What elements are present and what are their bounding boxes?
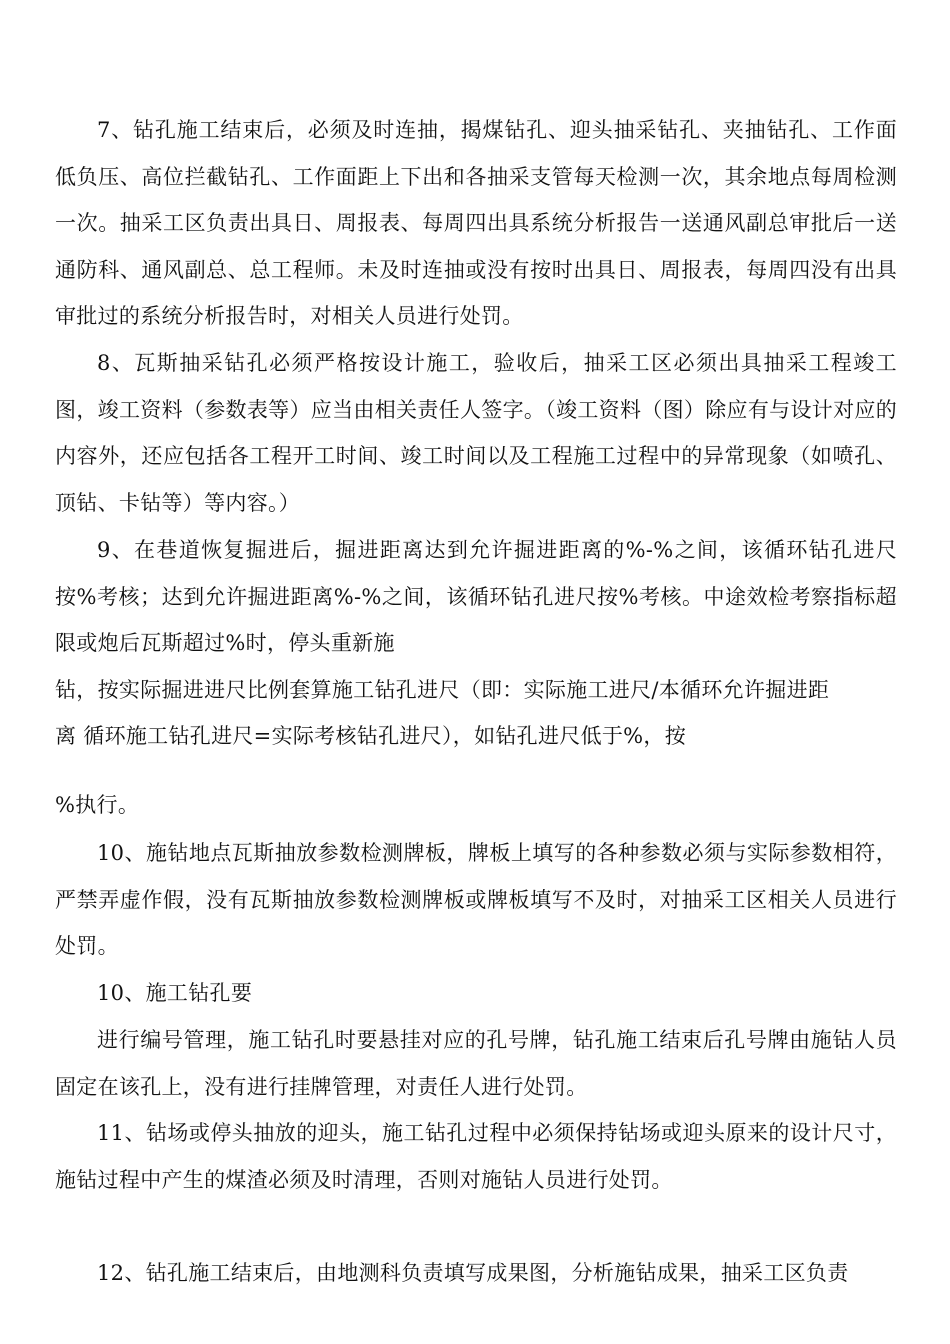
- paragraph-7: 7、钻孔施工结束后，必须及时连抽，揭煤钻孔、迎头抽采钻孔、夹抽钻孔、工作面低负压、高位拦截钻孔、工作面距上下出和各抽采支管每天检测一次，其余地点每周检测一次。抽采工区负责出具日、周报表、每周四出具系统分析报告一送通风副总审批后一送通防科、通风副总、总工程师。未及时连抽或没有按时出具日、周报表，每周四没有出具审批过的系统分析报告时，对相关人员进行处罚。: [55, 118, 897, 328]
- paragraph-10b-heading: 10、施工钻孔要: [97, 981, 253, 1005]
- paragraph-9-line-2: 钻，按实际掘进进尺比例套算施工钻孔进尺（即：实际施工进尺/本循环允许掘进距: [55, 678, 830, 702]
- paragraph-9-line-4: %执行。: [55, 793, 140, 817]
- paragraph-11: 11、钻场或停头抽放的迎头，施工钻孔过程中必须保持钻场或迎头原来的设计尺寸，施钻过程中产生的煤渣必须及时清理，否则对施钻人员进行处罚。: [55, 1121, 897, 1192]
- paragraph-9-line-3: 离 循环施工钻孔进尺=实际考核钻孔进尺），如钻孔进尺低于%，按: [55, 724, 687, 748]
- paragraph-12: 12、钻孔施工结束后，由地测科负责填写成果图，分析施钻成果，抽采工区负责: [97, 1261, 849, 1285]
- paragraph-10b: 进行编号管理，施工钻孔时要悬挂对应的孔号牌，钻孔施工结束后孔号牌由施钻人员固定在该孔上，没有进行挂牌管理，对责任人进行处罚。: [55, 1028, 897, 1099]
- paragraph-9: 9、在巷道恢复掘进后，掘进距离达到允许掘进距离的%-%之间，该循环钻孔进尺按%考核；达到允许掘进距离%-%之间，该循环钻孔进尺按%考核。中途效检考察指标超限或炮后瓦斯超过%时，停头重新施: [55, 538, 897, 655]
- paragraph-10a: 10、施钻地点瓦斯抽放参数检测牌板，牌板上填写的各种参数必须与实际参数相符，严禁弄虚作假，没有瓦斯抽放参数检测牌板或牌板填写不及时，对抽采工区相关人员进行处罚。: [55, 841, 897, 958]
- paragraph-8: 8、瓦斯抽采钻孔必须严格按设计施工，验收后，抽采工区必须出具抽采工程竣工图，竣工资料（参数表等）应当由相关责任人签字。（竣工资料（图）除应有与设计对应的内容外，还应包括各工程开工时间、竣工时间以及工程施工过程中的异常现象（如喷孔、顶钻、卡钻等）等内容。）: [55, 351, 897, 515]
